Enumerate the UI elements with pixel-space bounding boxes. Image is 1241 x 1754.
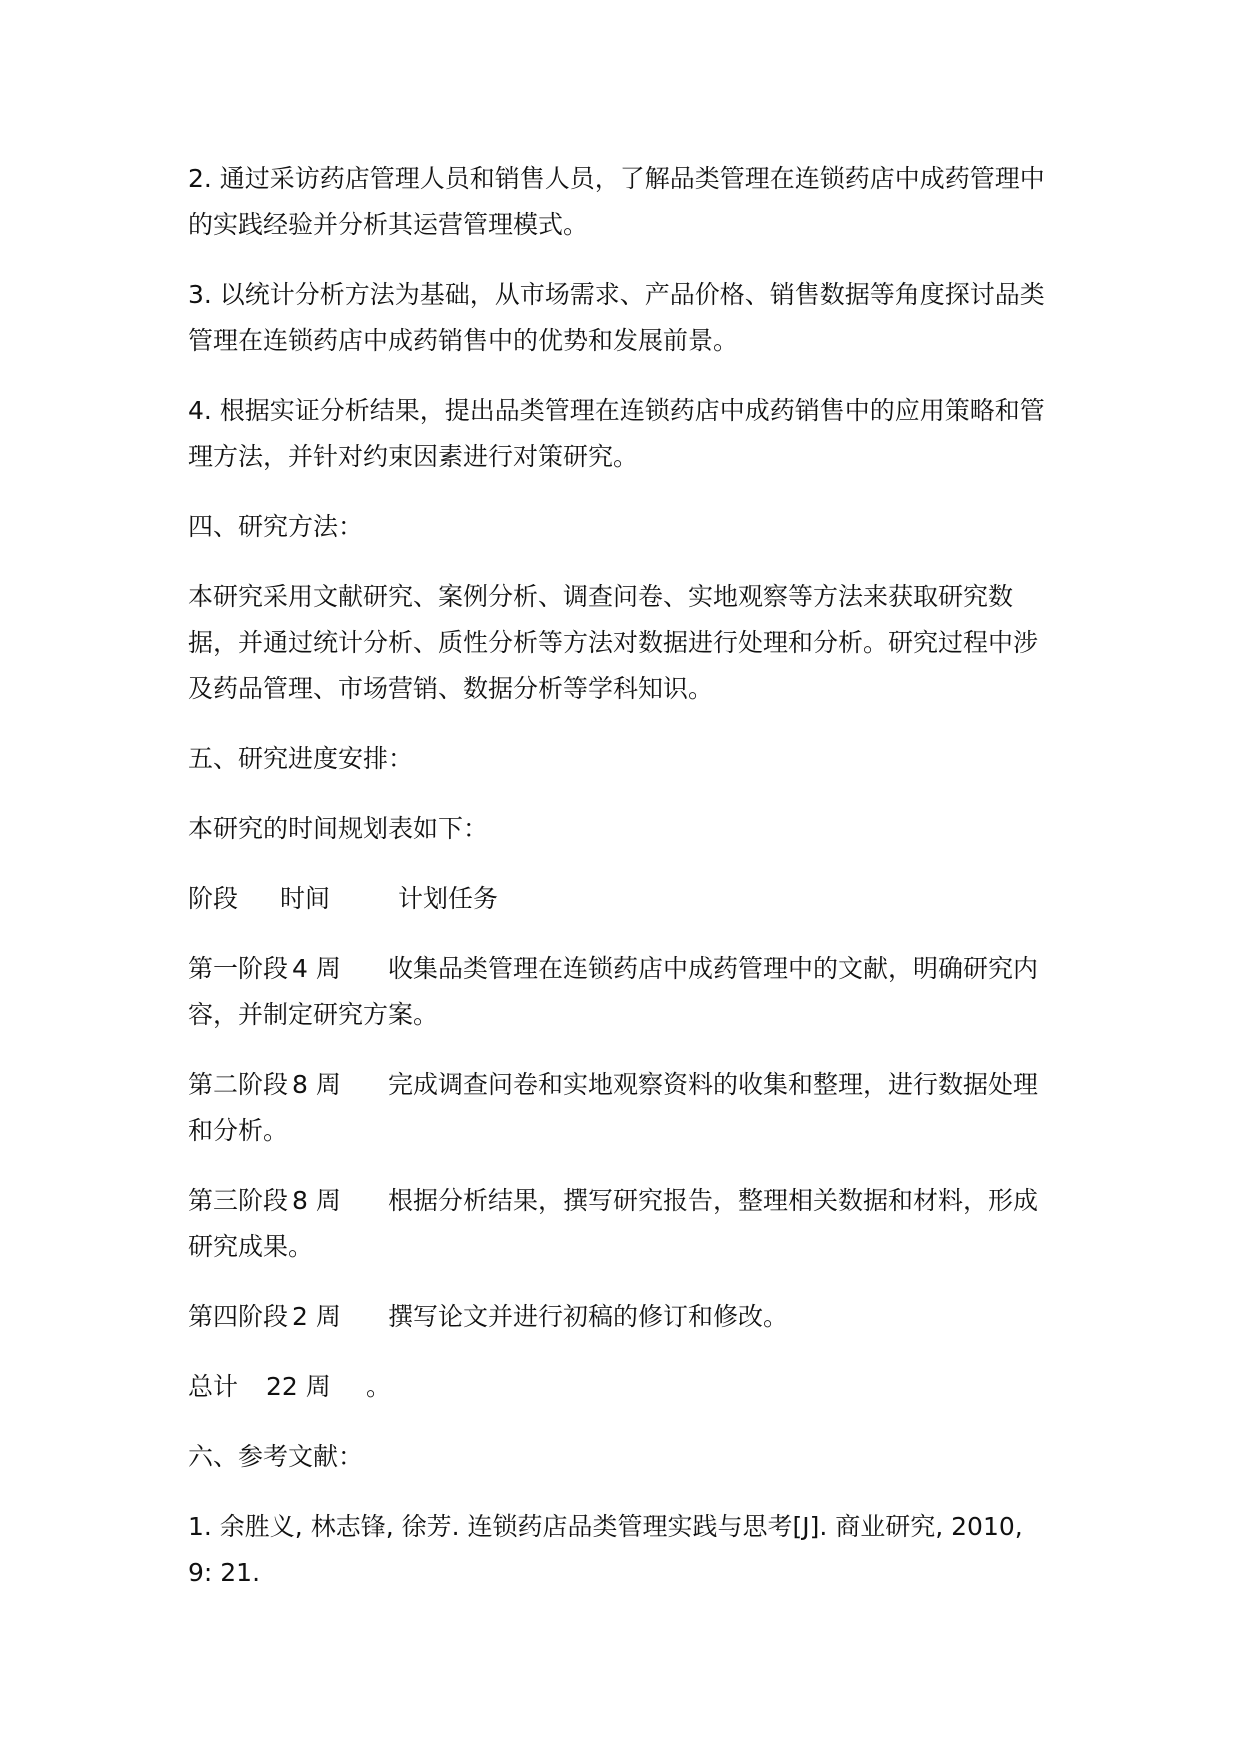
document-page (188, 156, 1048, 1620)
column-header-stage: 阶段 (188, 884, 239, 913)
stage-cell: 第四阶段 (188, 1302, 289, 1331)
methods-body: 本研究采用文献研究、案例分析、调查问卷、实地观察等方法来获取研究数据，并通过统计分析、质性分析等方法对数据进行处理和分析。研究过程中涉及药品管理、市场营销、数据分析等学科知识。 (188, 582, 1039, 703)
total-time: 22 周 (266, 1372, 331, 1401)
references-heading: 六、参考文献： (188, 1442, 364, 1471)
schedule-row (188, 946, 1048, 1038)
schedule-row (188, 1062, 1048, 1154)
schedule-header-row (188, 876, 1048, 922)
schedule-row (188, 1178, 1048, 1270)
schedule-total-row (188, 1364, 1048, 1410)
time-cell: 4 周 (292, 954, 341, 983)
schedule-heading: 五、研究进度安排： (188, 744, 414, 773)
task-cell: 收集品类管理在连锁药店中成药管理中的文献，明确研究内容，并制定研究方案。 (188, 954, 1039, 1029)
stage-cell: 第二阶段 (188, 1070, 289, 1099)
stage-cell: 第三阶段 (188, 1186, 289, 1215)
time-cell: 2 周 (292, 1302, 341, 1331)
schedule-intro: 本研究的时间规划表如下： (188, 814, 489, 843)
time-cell: 8 周 (292, 1186, 341, 1215)
schedule-row (188, 1294, 1048, 1340)
reference-item: 1. 余胜义, 林志锋, 徐芳. 连锁药店品类管理实践与思考[J]. 商业研究, 2010, 9: 21. (188, 1512, 1023, 1587)
task-cell: 撰写论文并进行初稿的修订和修改。 (388, 1302, 789, 1331)
objective-3: 3. 以统计分析方法为基础，从市场需求、产品价格、销售数据等角度探讨品类管理在连锁药店中成药销售中的优势和发展前景。 (188, 280, 1045, 355)
time-cell: 8 周 (292, 1070, 341, 1099)
task-cell: 根据分析结果，撰写研究报告，整理相关数据和材料，形成研究成果。 (188, 1186, 1039, 1261)
task-cell: 完成调查问卷和实地观察资料的收集和整理，进行数据处理和分析。 (188, 1070, 1039, 1145)
total-task: 。 (366, 1372, 392, 1401)
stage-cell: 第一阶段 (188, 954, 289, 983)
total-label: 总计 (188, 1372, 239, 1401)
objective-2: 2. 通过采访药店管理人员和销售人员，了解品类管理在连锁药店中成药管理中的实践经验并分析其运营管理模式。 (188, 164, 1045, 239)
objective-4: 4. 根据实证分析结果，提出品类管理在连锁药店中成药销售中的应用策略和管理方法，并针对约束因素进行对策研究。 (188, 396, 1045, 471)
column-header-task: 计划任务 (398, 884, 499, 913)
column-header-time: 时间 (280, 884, 331, 913)
methods-heading: 四、研究方法： (188, 512, 364, 541)
